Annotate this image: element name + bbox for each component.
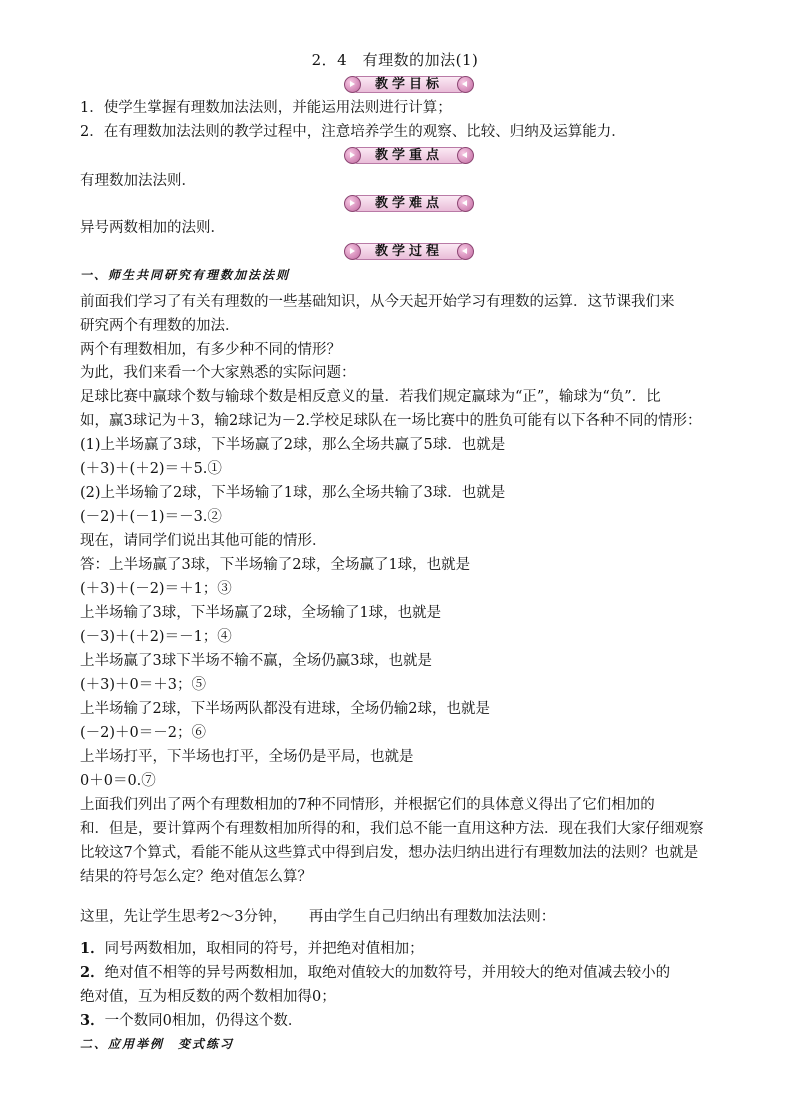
banner-objectives [344,74,474,95]
paragraph-line: 如，赢3球记为＋3，输2球记为－2.学校足球队在一场比赛中的胜负可能有以下各种不同的情形： [80,413,702,429]
case-equation: (－3)＋(＋2)＝－1；④ [80,629,232,645]
key-point: 有理数加法法则． [80,173,196,189]
rule-text: 一个数同0相加，仍得这个数． [104,1013,303,1029]
arrow-left-icon [457,195,474,212]
case-equation: (＋3)＋0＝＋3；⑤ [80,677,206,693]
rule-text: 绝对值不相等的异号两数相加，取绝对值较大的加数符号，并用较大的绝对值减去较小的 [104,965,671,981]
rule-number: 3． [80,1012,105,1029]
case-text: 现在，请同学们说出其他可能的情形． [80,533,327,549]
lesson-title: 2．4 有理数的加法(1) [311,51,479,69]
banner-label: 教学过程 [374,244,443,259]
rule-3 [80,1011,302,1031]
paragraph-line: 前面我们学习了有关有理数的一些基础知识，从今天起开始学习有理数的运算．这节课我们来 [80,294,675,310]
case-equation: (－2)＋0＝－2；⑥ [80,725,206,741]
case-text: 上半场输了3球，下半场赢了2球，全场输了1球，也就是 [80,605,442,621]
arrow-left-icon [457,243,474,260]
rule-number: 1． [80,940,105,957]
case-equation: 0＋0＝0.⑦ [80,773,156,789]
banner-label: 教学重点 [374,148,443,163]
paragraph-line: 上面我们列出了两个有理数相加的7种不同情形，并根据它们的具体意义得出了它们相加的 [80,797,655,813]
paragraph-line: 这里，先让学生思考2～3分钟， 再由学生自己归纳出有理数加法法则： [80,909,556,925]
case-text: 上半场输了2球，下半场两队都没有进球，全场仍输2球，也就是 [80,701,490,717]
case-text: 上半场赢了3球下半场不输不赢，全场仍赢3球，也就是 [80,653,432,669]
paragraph-line: 和．但是，要计算两个有理数相加所得的和，我们总不能一直用这种方法．现在我们大家仔细观察 [80,821,704,837]
paragraph-line: 比较这7个算式，看能不能从这些算式中得到启发，想办法归纳出进行有理数加法的法则？也就是 [80,845,699,861]
rule-2 [80,963,670,983]
case-equation: (＋3)＋(＋2)＝＋5.① [80,461,222,477]
section-heading-2: 二、应用举例 变式练习 [80,1037,235,1051]
paragraph-line: 为此，我们来看一个大家熟悉的实际问题： [80,365,356,381]
banner-label: 教学目标 [374,77,443,92]
arrow-left-icon [457,76,474,93]
case-text: (2)上半场输了2球，下半场输了1球，那么全场共输了3球．也就是 [80,485,506,501]
arrow-left-icon [457,147,474,164]
case-text: 上半场打平，下半场也打平，全场仍是平局，也就是 [80,749,414,765]
paragraph-line: 两个有理数相加，有多少种不同的情形？ [80,342,341,358]
rule-text: 同号两数相加，取相同的符号，并把绝对值相加； [104,941,424,957]
difficulty: 异号两数相加的法则． [80,220,225,236]
case-equation: (－2)＋(－1)＝－3.② [80,509,222,525]
rule-2-continued: 绝对值，互为相反数的两个数相加得0； [80,989,336,1005]
objective-1: 1．使学生掌握有理数加法法则，并能运用法则进行计算； [80,100,452,116]
rule-1 [80,939,424,959]
objective-2: 2．在有理数加法法则的教学过程中，注意培养学生的观察、比较、归纳及运算能力． [80,124,626,140]
section-heading-1: 一、师生共同研究有理数加法法则 [80,268,291,282]
banner-difficulties [344,193,474,214]
paragraph-line: 研究两个有理数的加法． [80,318,240,334]
case-equation: (＋3)＋(－2)＝＋1；③ [80,581,232,597]
paragraph-line: 结果的符号怎么定？绝对值怎么算？ [80,869,312,885]
banner-key-points [344,145,474,166]
case-text: 答：上半场赢了3球，下半场输了2球，全场赢了1球，也就是 [80,557,471,573]
banner-process [344,241,474,262]
paragraph-line: 足球比赛中赢球个数与输球个数是相反意义的量．若我们规定赢球为“正”，输球为“负”．比 [80,389,661,405]
rule-number: 2． [80,964,105,981]
case-text: (1)上半场赢了3球，下半场赢了2球，那么全场共赢了5球．也就是 [80,437,506,453]
banner-label: 教学难点 [374,196,443,211]
